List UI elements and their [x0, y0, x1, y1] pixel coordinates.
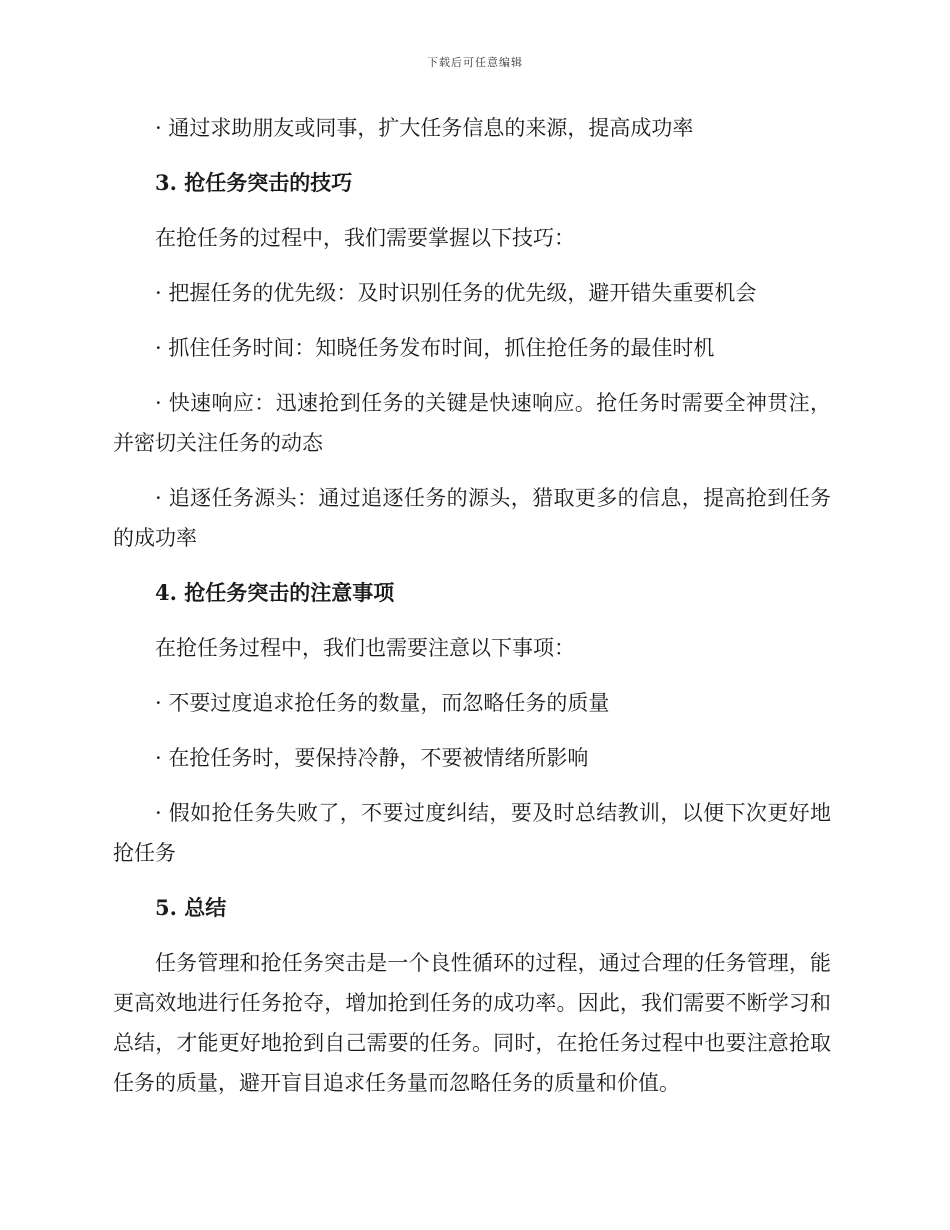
section-heading: 3. 抢任务突击的技巧	[155, 170, 353, 195]
paragraph: 在抢任务的过程中，我们需要掌握以下技巧：	[155, 226, 575, 250]
section-heading: 5. 总结	[155, 895, 227, 920]
bullet-item: · 不要过度追求抢任务的数量，而忽略任务的质量	[155, 691, 610, 715]
bullet-item: · 抓住任务时间：知晓任务发布时间，抓住抢任务的最佳时机	[155, 336, 715, 360]
bullet-item: · 在抢任务时，要保持冷静，不要被情绪所影响	[155, 746, 589, 770]
paragraph: 任务管理和抢任务突击是一个良性循环的过程，通过合理的任务管理，能更高效地进行任务抢夺，增加抢到任务的成功率。因此，我们需要不断学习和总结，才能更好地抢到自己需要的任务。同时，在抢任务过程中也要注意抢取任务的质量，避开盲目追求任务量而忽略任务的质量和价值。	[113, 951, 831, 1095]
bullet-item: · 快速响应：迅速抢到任务的关键是快速响应。抢任务时需要全神贯注，并密切关注任务的动态	[113, 391, 831, 455]
page-header-note: 下载后可任意编辑	[427, 56, 523, 69]
section-heading: 4. 抢任务突击的注意事项	[155, 580, 395, 605]
paragraph: 在抢任务过程中，我们也需要注意以下事项：	[155, 636, 575, 660]
bullet-item: · 追逐任务源头：通过追逐任务的源头，猎取更多的信息，提高抢到任务的成功率	[113, 486, 831, 550]
bullet-item: · 假如抢任务失败了，不要过度纠结，要及时总结教训，以便下次更好地抢任务	[113, 801, 831, 865]
bullet-item: · 把握任务的优先级：及时识别任务的优先级，避开错失重要机会	[155, 281, 757, 305]
bullet-item: · 通过求助朋友或同事，扩大任务信息的来源，提高成功率	[155, 116, 694, 140]
document-body	[113, 108, 831, 1118]
